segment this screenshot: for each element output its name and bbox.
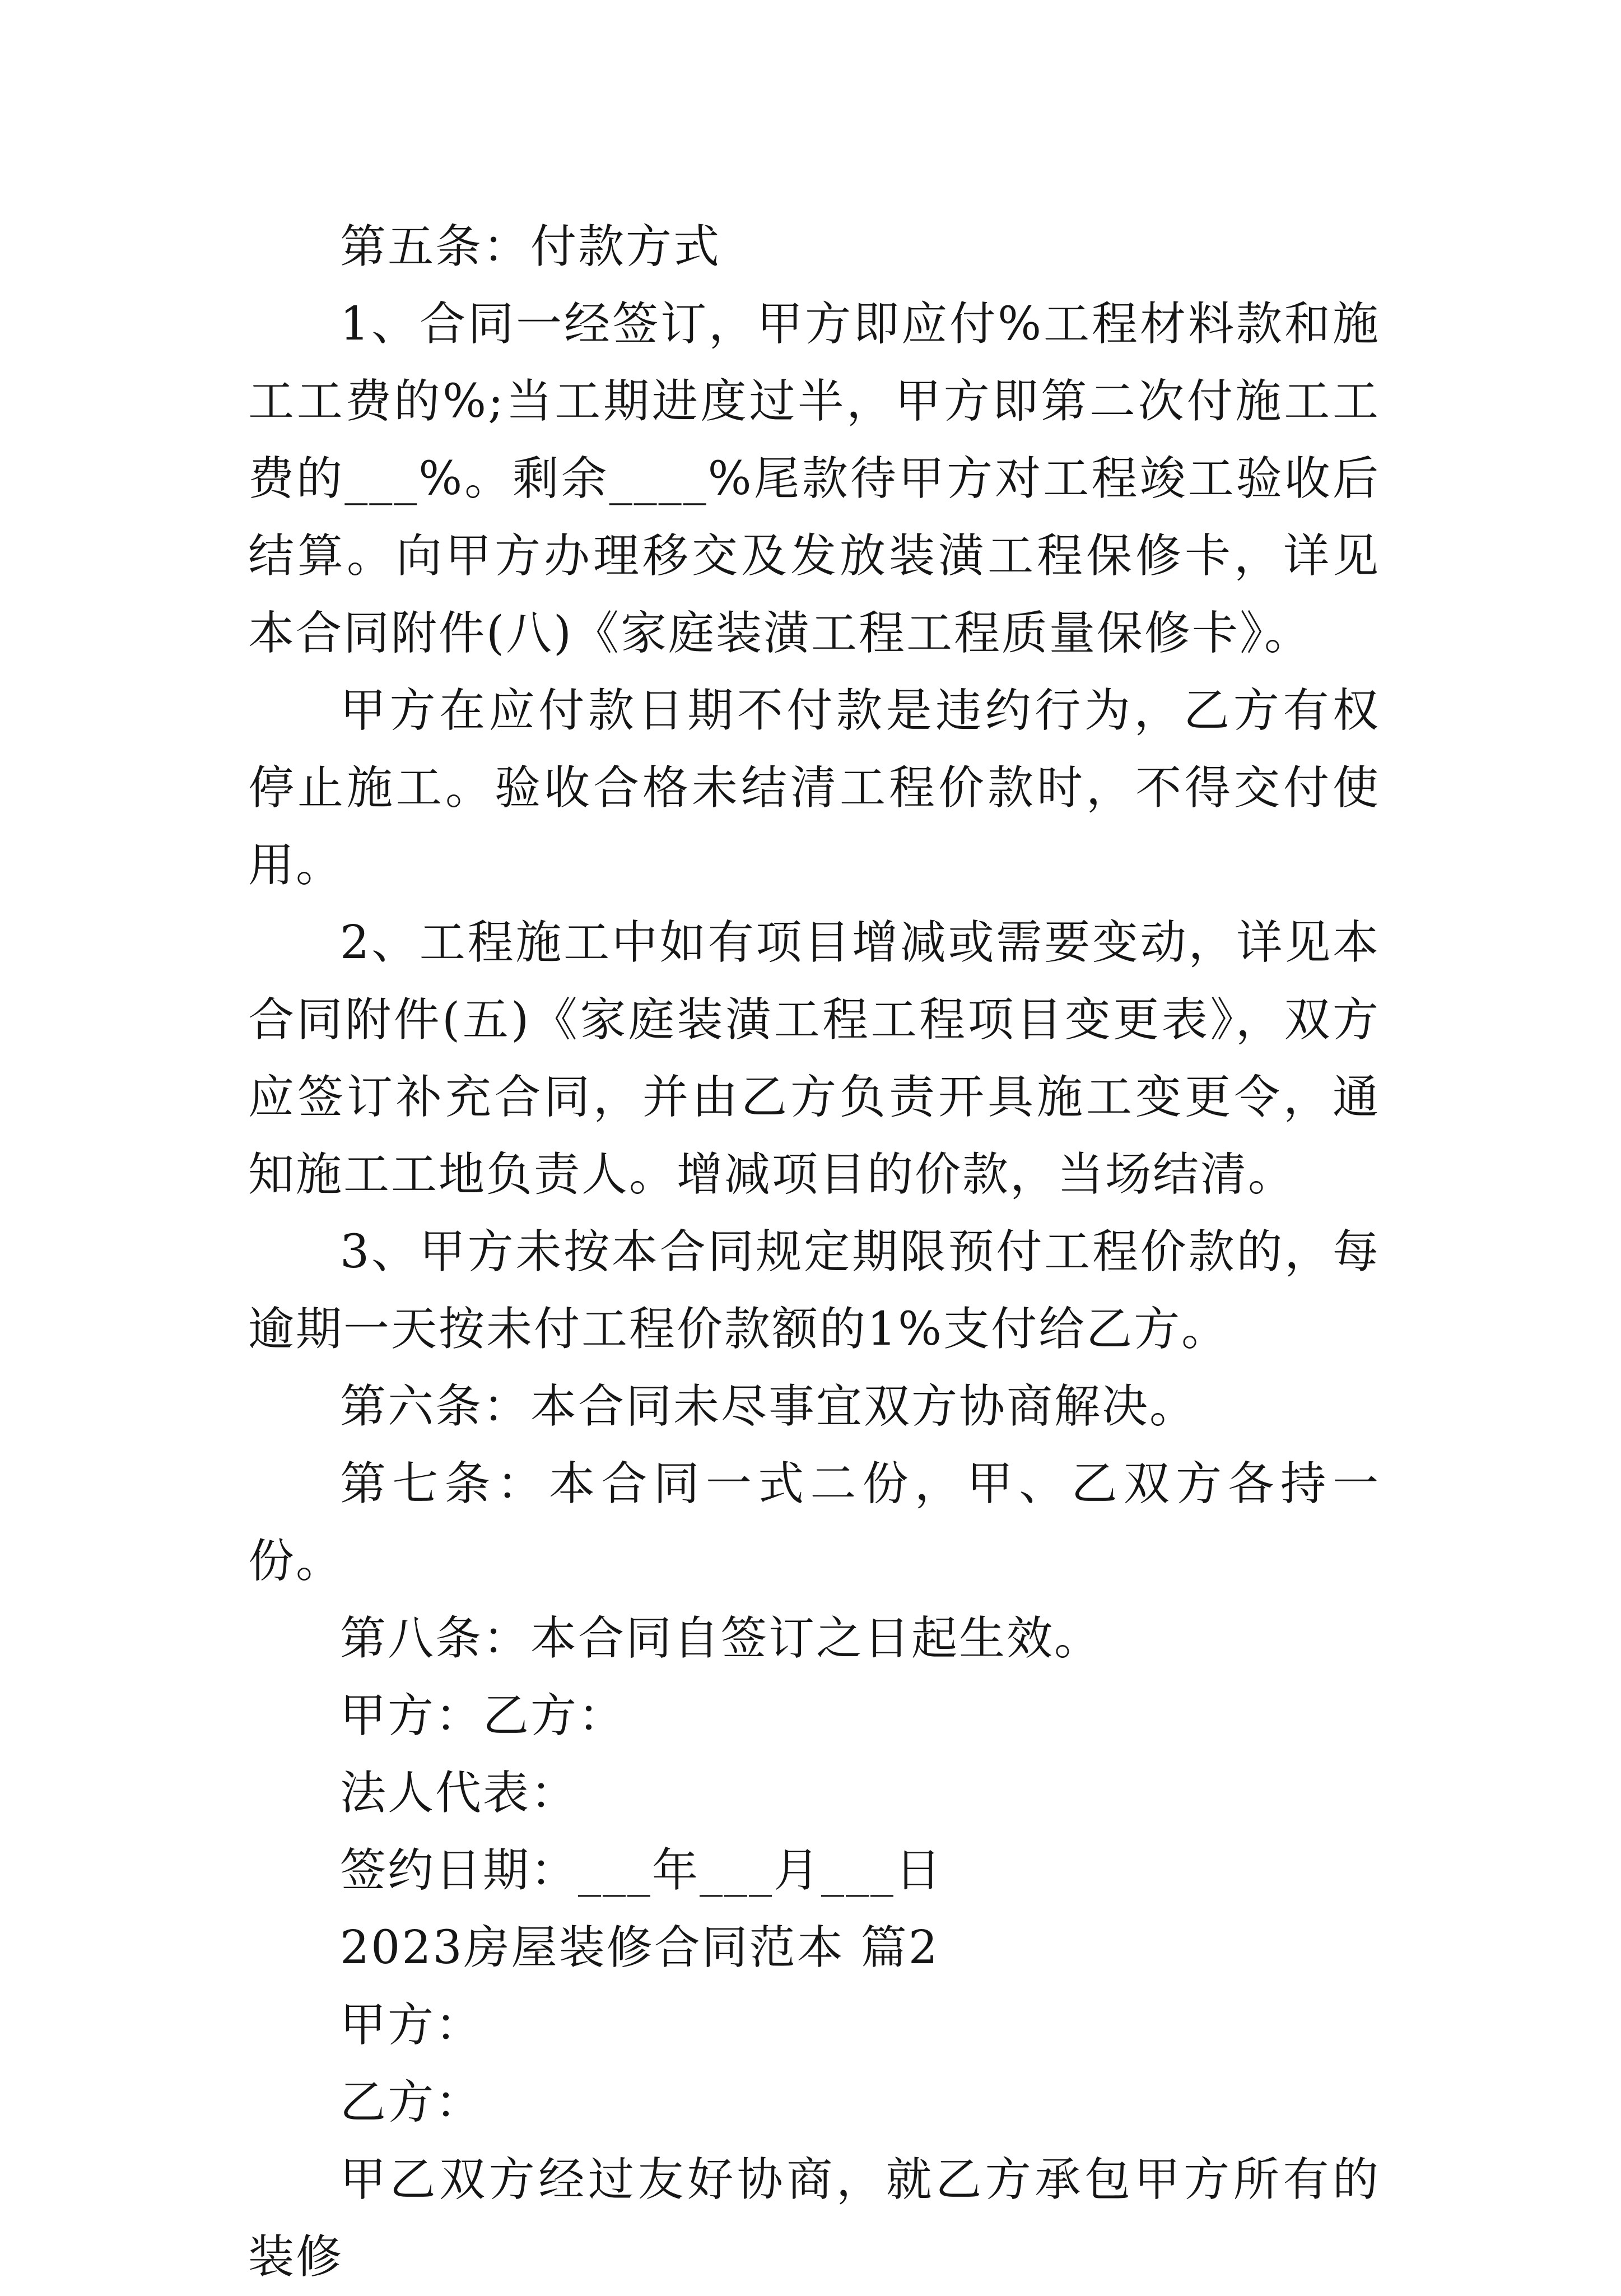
payment-item-3: 3、甲方未按本合同规定期限预付工程价款的，每逾期一天按未付工程价款额的1%支付给乙方。 bbox=[248, 1225, 1380, 1356]
late-payment-paragraph: 甲方在应付款日期不付款是违约行为，乙方有权停止施工。验收合格未结清工程价款时，不得交付使用。 bbox=[248, 684, 1380, 892]
signing-date: 签约日期：___年___月___日 bbox=[340, 1844, 943, 1897]
party-signatures: 甲方：乙方： bbox=[340, 1689, 626, 1742]
party-b-label: 乙方： bbox=[340, 2076, 483, 2129]
document-body bbox=[248, 208, 1380, 2296]
section-title-part-2: 2023房屋装修合同范本 篇2 bbox=[340, 1921, 939, 1974]
payment-item-1: 1、合同一经签订，甲方即应付%工程材料款和施工工费的%;当工期进度过半，甲方即第二次付施工工费的___%。剩余____%尾款待甲方对工程竣工验收后结算。向甲方办理移交及发放装潢工程保修卡，详见本合同附件(八)《家庭装潢工程工程质量保修卡》。 bbox=[248, 298, 1380, 660]
clause-7: 第七条：本合同一式二份，甲、乙双方各持一份。 bbox=[248, 1457, 1380, 1588]
clause-8: 第八条：本合同自签订之日起生效。 bbox=[340, 1612, 1102, 1665]
legal-representative: 法人代表： bbox=[340, 1767, 579, 1820]
party-a-label: 甲方： bbox=[340, 1998, 483, 2052]
clause-5-heading: 第五条：付款方式 bbox=[340, 220, 721, 273]
agreement-intro: 甲乙双方经过友好协商，就乙方承包甲方所有的 装修 bbox=[248, 2153, 1380, 2284]
payment-item-2: 2、工程施工中如有项目增减或需要变动，详见本合同附件(五)《家庭装潢工程工程项目变更表》，双方应签订补充合同，并由乙方负责开具施工变更令，通知施工工地负责人。增减项目的价款，当场结清。 bbox=[248, 916, 1380, 1201]
clause-6: 第六条：本合同未尽事宜双方协商解决。 bbox=[340, 1380, 1198, 1433]
